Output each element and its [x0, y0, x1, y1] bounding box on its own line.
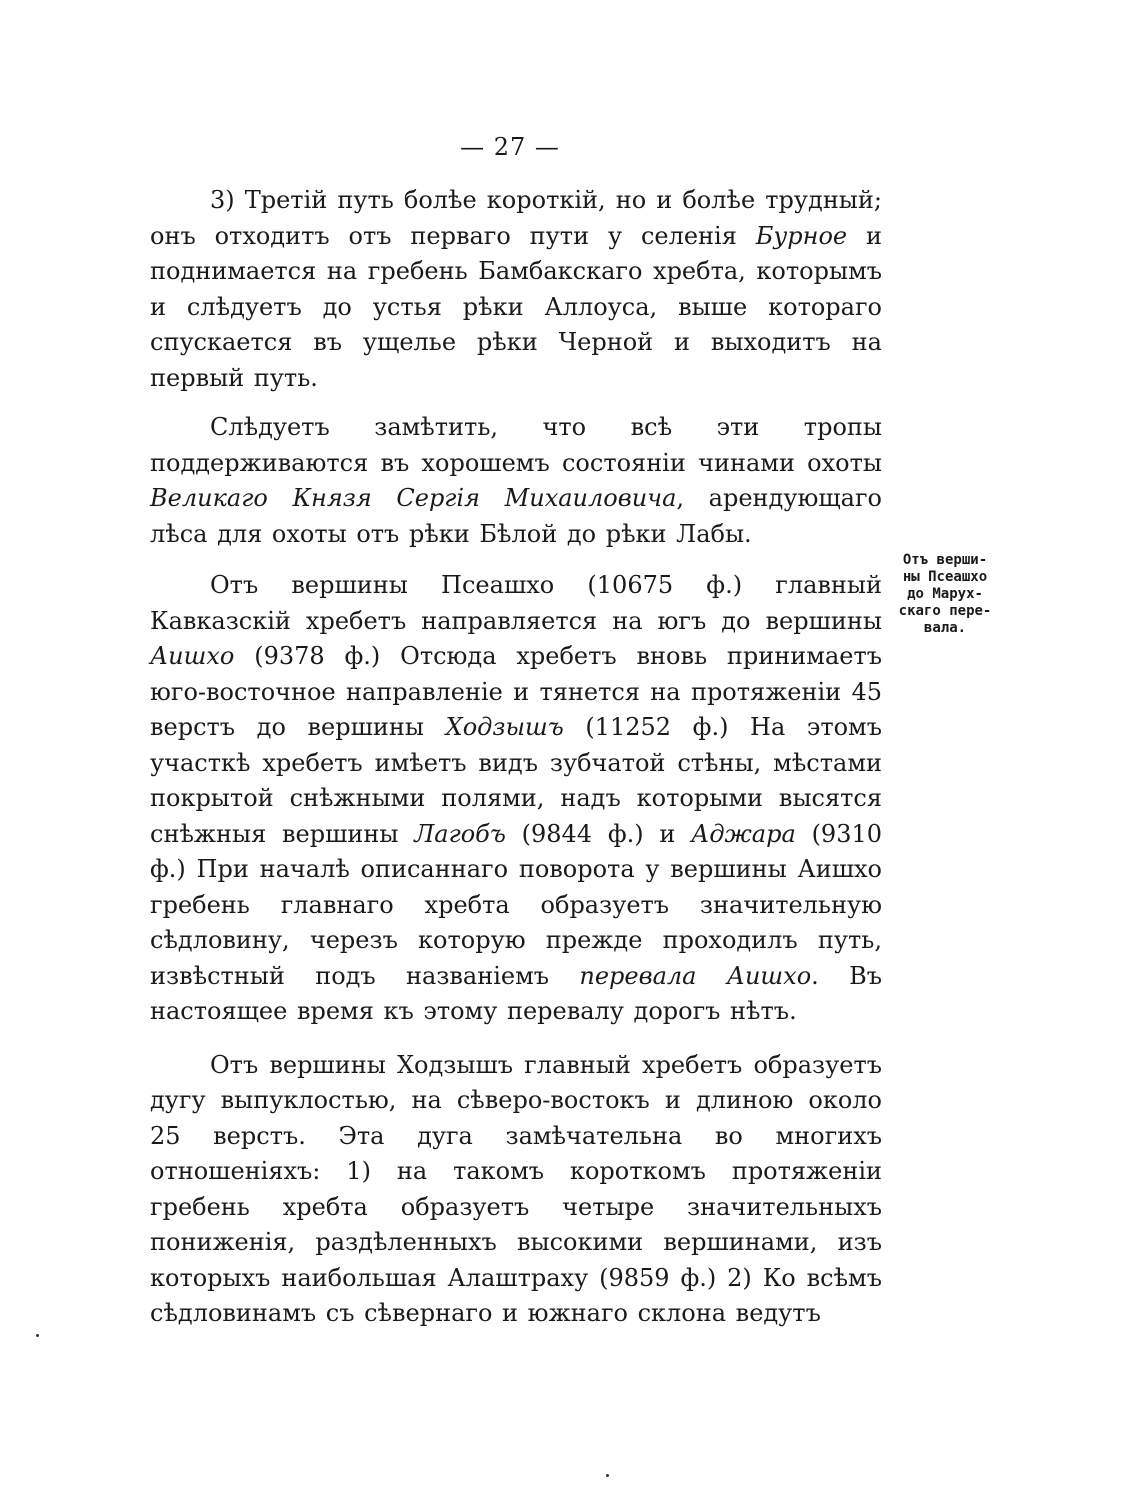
margin-note-line: ны Псеашхо: [902, 569, 988, 585]
main-text-column: [150, 183, 882, 1332]
scan-speck: [606, 1474, 609, 1477]
text-run: Отъ вершины Ходзышъ главный хребетъ образуетъ дугу выпуклостью, на сѣверо-востокъ и длиною около 25 верстъ. Эта дуга замѣчательна во многихъ отношеніяхъ: 1) на такомъ короткомъ протяженіи гребень хребта образуетъ четыре значительныхъ пониженія, раздѣленныхъ высокими вершинами, изъ которыхъ наибольшая Алаштраху (9859 ф.) 2) Ко всѣмъ сѣдловинамъ съ сѣвернаго и южнаго склона ведутъ: [150, 1050, 882, 1327]
text-run: (9378 ф.) Отсюда хребетъ вновь принимаетъ юго-восточное направленіе и тянется на протяженіи 45 верстъ до вершины: [150, 642, 882, 741]
paragraph-third-route: [150, 183, 882, 396]
text-run: . Въ настоящее время къ этому перевалу дорогъ нѣтъ.: [150, 961, 882, 1025]
scan-speck: [36, 1334, 39, 1337]
paragraph-khodzysh-arc: [150, 1048, 882, 1332]
margin-note-line: Отъ верши-: [902, 552, 988, 568]
text-run: и поднимается на гребень Бамбакскаго хребта, которымъ и слѣдуетъ до устья рѣки Аллоуса, выше котораго спускается въ ущелье рѣки Черной и выходитъ на первый путь.: [150, 221, 883, 392]
margin-note: [882, 552, 1008, 637]
peak-name-italic: Аджара: [691, 819, 796, 848]
place-name-italic: Бурное: [755, 221, 848, 250]
peak-name-italic: Аишхо: [150, 642, 235, 670]
paragraph-pseashkho-ridge: [150, 568, 882, 1030]
text-run: , арендующаго лѣса для охоты отъ рѣки Бѣлой до рѣки Лабы.: [150, 484, 882, 548]
text-run: (9310 ф.) При началѣ описаннаго поворота у вершины Аишхо гребень главнаго хребта образуетъ значительную сѣдловину, черезъ которую прежде проходилъ путь, извѣстный подъ названіемъ: [150, 819, 883, 990]
person-name-italic: Великаго Князя Сергія Михаиловича: [150, 484, 677, 512]
text-run: Отъ вершины Псеашхо (10675 ф.) главный Кавказскій хребетъ направляется на югъ до вершины: [150, 571, 882, 635]
pass-name-italic: перевала Аишхо: [579, 961, 812, 990]
text-run: (9844 ф.) и: [505, 819, 692, 848]
text-run: 3) Третій путь болѣе короткій, но и болѣе трудный; онъ отходитъ отъ перваго пути у селенія: [150, 186, 882, 250]
peak-name-italic: Ходзышъ: [445, 713, 564, 741]
margin-note-line: до Марух-: [907, 586, 983, 602]
page-number: — 27 —: [460, 133, 560, 161]
margin-note-line: скаго пере-: [898, 603, 992, 619]
text-run: Слѣдуетъ замѣтить, что всѣ эти тропы поддерживаются въ хорошемъ состояніи чинами охоты: [150, 413, 882, 477]
margin-note-line: вала.: [923, 620, 967, 636]
peak-name-italic: Лагобъ: [414, 819, 506, 848]
text-run: (11252 ф.) На этомъ участкѣ хребетъ имѣетъ видъ зубчатой стѣны, мѣстами покрытой снѣжными полями, надъ которыми высятся снѣжныя вершины: [150, 713, 882, 848]
paragraph-trail-maintenance: [150, 410, 882, 552]
